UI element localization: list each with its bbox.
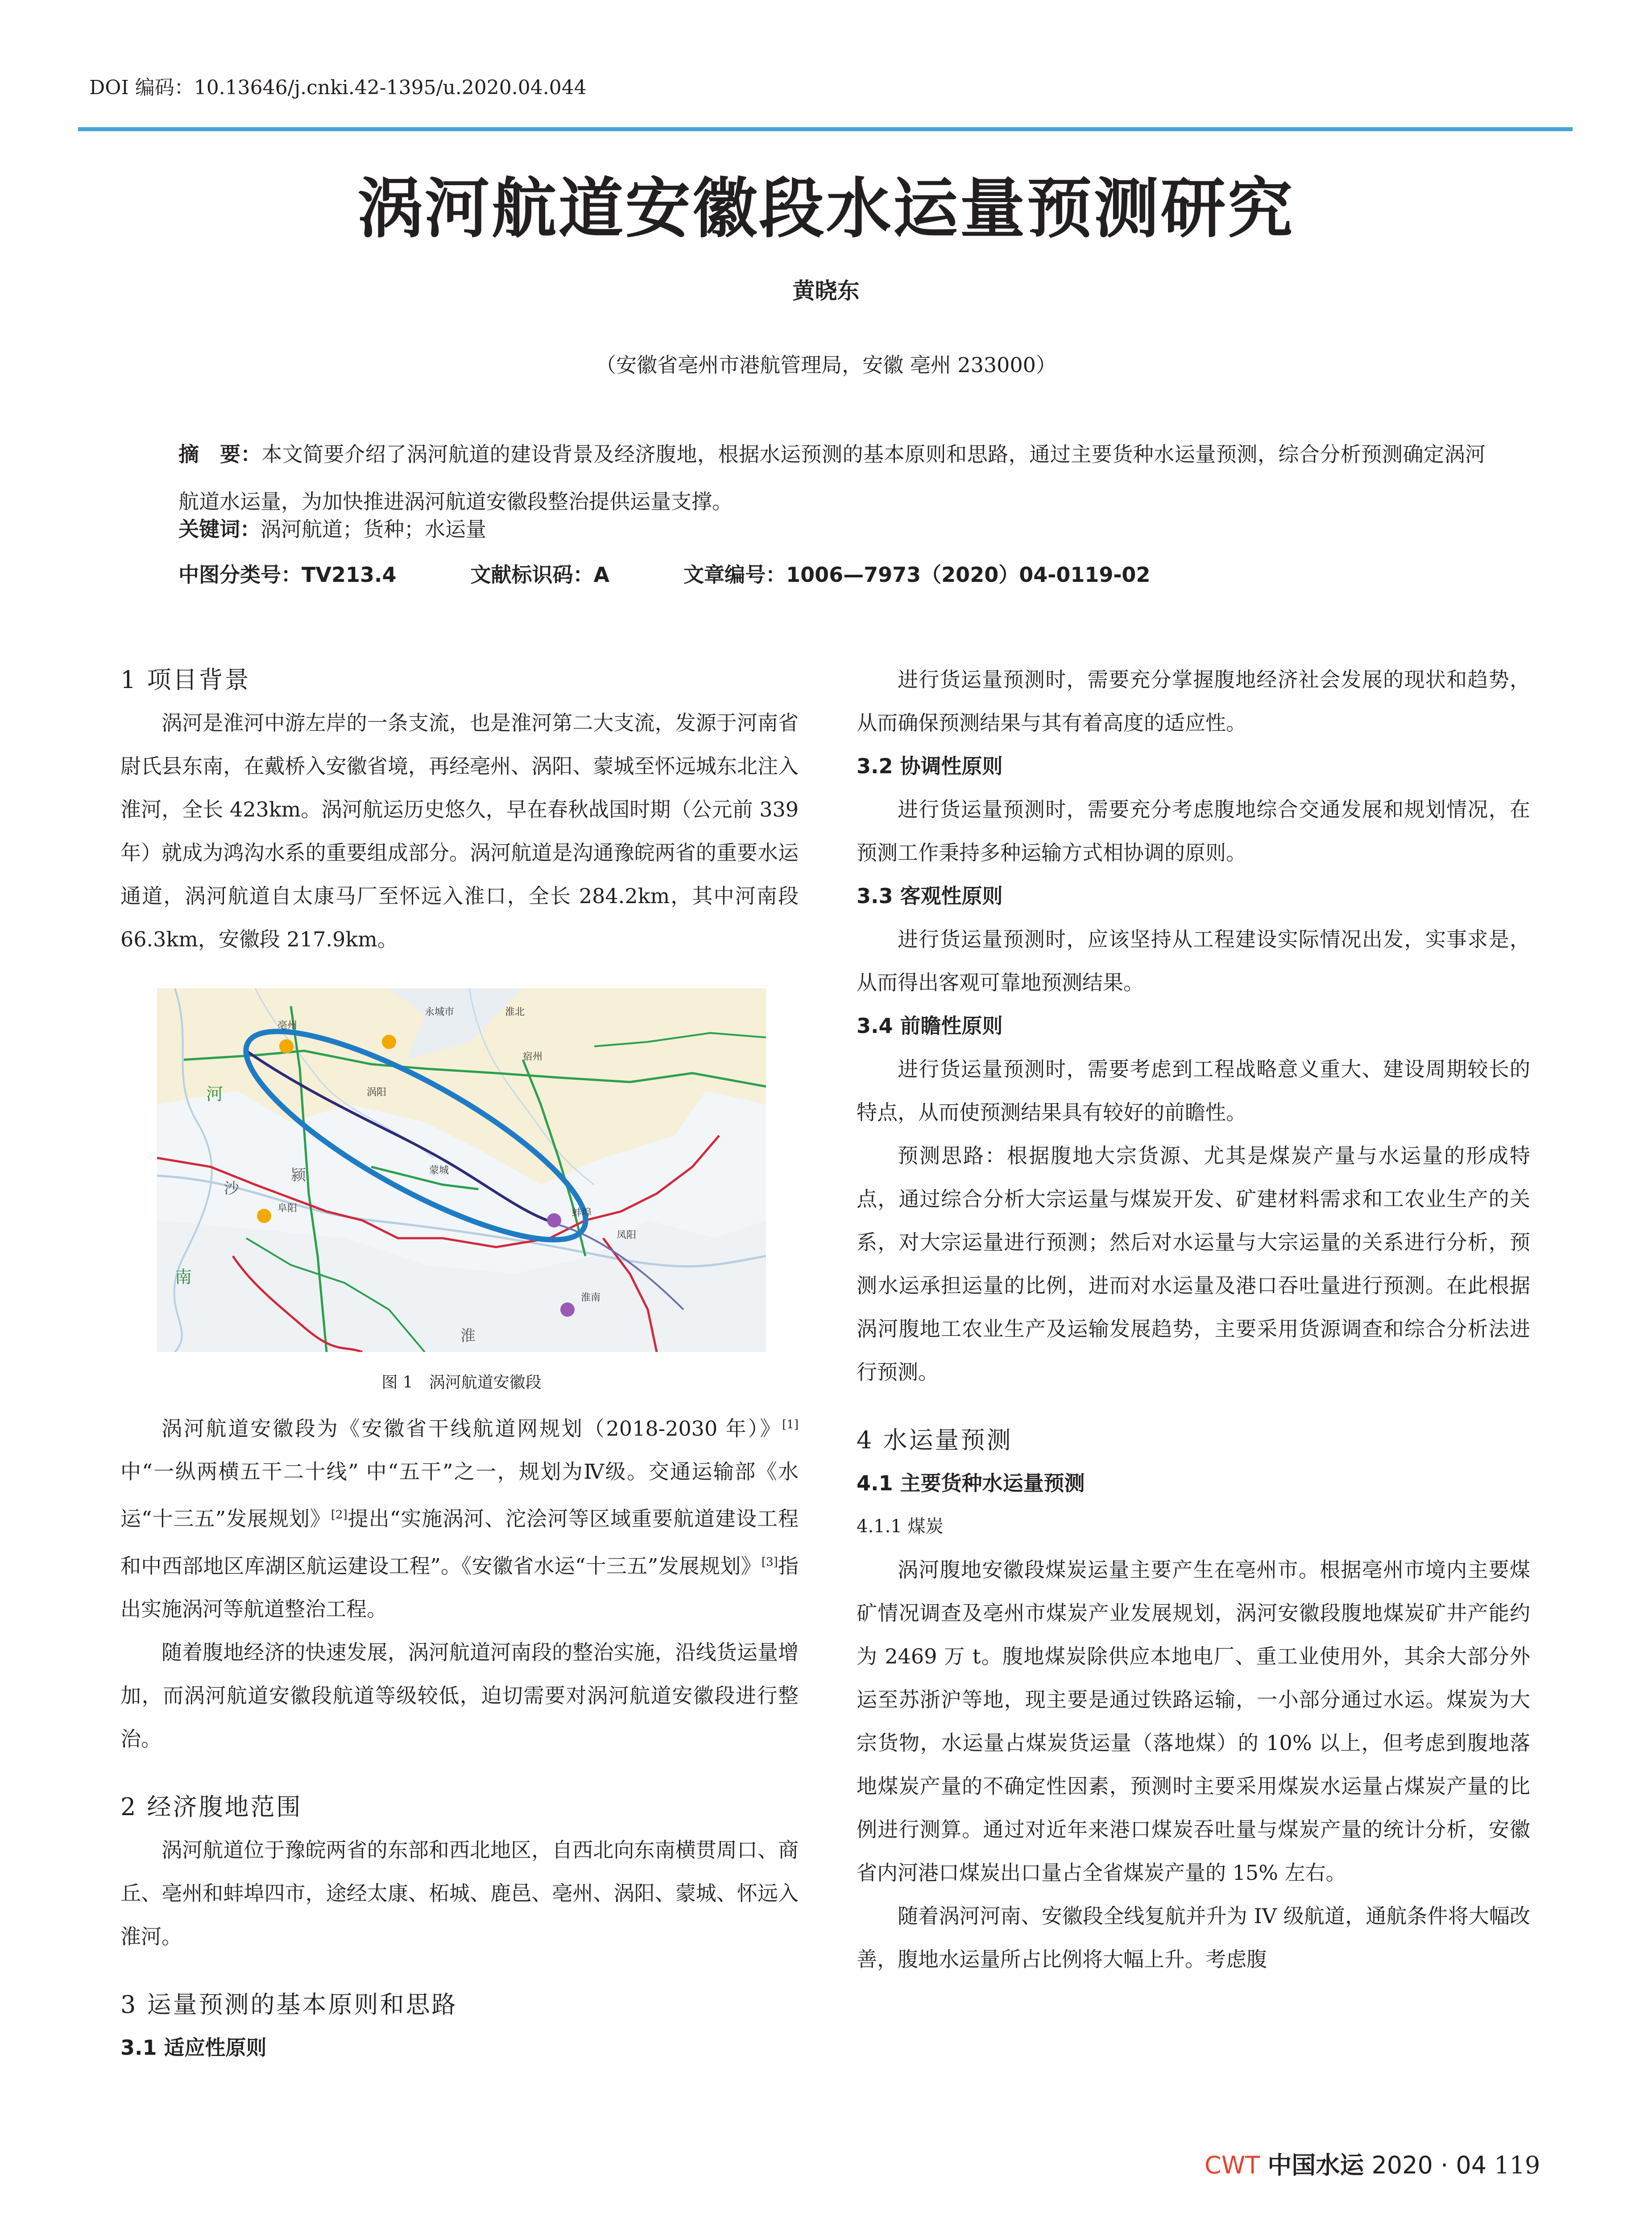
map-label: 淮 bbox=[460, 1327, 476, 1345]
map-label: 河 bbox=[206, 1084, 224, 1104]
journal-name: 中国水运 bbox=[1267, 2151, 1364, 2179]
figure-map bbox=[157, 988, 766, 1352]
map-label: 凤阳 bbox=[617, 1230, 637, 1241]
paper-title: 涡河航道安徽段水运量预测研究 bbox=[357, 170, 1295, 247]
section-heading-2: 2 经济腹地范围 bbox=[120, 1792, 302, 1821]
left-column bbox=[120, 658, 799, 961]
subsubsection-heading-4-1-1: 4.1.1 煤炭 bbox=[857, 1516, 944, 1537]
page-number: 119 bbox=[1494, 2151, 1540, 2179]
keywords-text: 涡河航道；货种；水运量 bbox=[261, 517, 486, 541]
section-heading-3: 3 运量预测的基本原则和思路 bbox=[120, 1990, 458, 2019]
issue: 2020 · 04 bbox=[1371, 2151, 1487, 2179]
paragraph: 进行货运量预测时，需要充分掌握腹地经济社会发展的现状和趋势，从而确保预测结果与其有着高度的适应性。 bbox=[857, 668, 1530, 735]
map-label: 阜阳 bbox=[277, 1203, 298, 1214]
classification-line bbox=[178, 559, 1217, 588]
left-column-lower bbox=[120, 1403, 799, 2069]
abstract bbox=[178, 431, 1486, 525]
abstract-label: 摘 要： bbox=[178, 442, 262, 466]
section-heading-4: 4 水运量预测 bbox=[857, 1426, 1013, 1454]
abstract-text: 本文简要介绍了涡河航道的建设背景及经济腹地，根据水运预测的基本原则和思路，通过主要货种水运量预测，综合分析预测确定涡河航道水运量，为加快推进涡河航道安徽段整治提供运量支撑。 bbox=[178, 442, 1486, 514]
paragraph: 预测思路：根据腹地大宗货源、尤其是煤炭产量与水运量的形成特点，通过综合分析大宗运量与煤炭开发、矿建材料需求和工农业生产的关系，对大宗运量进行预测；然后对水运量与大宗运量的关系进行分析，预测水运承担运量的比例，进而对水运量及港口吞吐量进行预测。在此根据涡河腹地工农业生产及运输发展趋势，主要采用货源调查和综合分析法进行预测。 bbox=[857, 1144, 1530, 1384]
subsection-heading-4-1: 4.1 主要货种水运量预测 bbox=[857, 1471, 1085, 1495]
paragraph: 随着涡河河南、安徽段全线复航并升为 IV 级航道，通航条件将大幅改善，腹地水运量所占比例将大幅上升。考虑腹 bbox=[857, 1904, 1530, 1971]
journal-brand: CWT bbox=[1205, 2151, 1260, 2179]
map-label: 蒙城 bbox=[429, 1165, 449, 1176]
map-label: 沙 bbox=[224, 1180, 239, 1198]
clc-number: 中图分类号：TV213.4 bbox=[178, 563, 397, 587]
page-footer bbox=[1205, 2146, 1540, 2181]
article-number: 文章编号：1006—7973（2020）04-0119-02 bbox=[683, 563, 1151, 587]
subsection-heading-3-4: 3.4 前瞻性原则 bbox=[857, 1014, 1003, 1038]
paragraph: 进行货运量预测时，应该坚持从工程建设实际情况出发，实事求是，从而得出客观可靠地预测结果。 bbox=[857, 927, 1530, 995]
map-label: 涡阳 bbox=[367, 1087, 387, 1098]
author: 黄晓东 bbox=[792, 278, 860, 304]
paragraph: 涡河航道位于豫皖两省的东部和西北地区，自西北向东南横贯周口、商丘、亳州和蚌埠四市，途经太康、柘城、鹿邑、亳州、涡阳、蒙城、怀远入淮河。 bbox=[120, 1837, 799, 1949]
header-rule bbox=[78, 127, 1573, 131]
keywords-label: 关键词： bbox=[178, 517, 261, 541]
paragraph: 涡河航道安徽段为《安徽省干线航道网规划（2018-2030 年）》[1]中“一纵两横五干二十线” 中“五干”之一，规划为Ⅳ级。交通运输部《水运“十三五”发展规划》[2]提出“实施涡河、沱浍河等区域重要航道建设工程和中西部地区库湖区航运建设工程”。《安徽省水运“十三五”发展规划》[3]指出实施涡河等航道整治工程。 bbox=[120, 1416, 799, 1621]
subsection-heading-3-1: 3.1 适应性原则 bbox=[120, 2035, 267, 2060]
paragraph: 随着腹地经济的快速发展，涡河航道河南段的整治实施，沿线货运量增加，而涡河航道安徽段航道等级较低，迫切需要对涡河航道安徽段进行整治。 bbox=[120, 1640, 799, 1751]
section-heading-1: 1 项目背景 bbox=[120, 666, 251, 694]
map-label: 亳州 bbox=[277, 1020, 298, 1031]
map-label: 蚌埠 bbox=[572, 1207, 592, 1219]
doc-code: 文献标识码：A bbox=[470, 563, 610, 587]
map-label: 宿州 bbox=[523, 1051, 543, 1062]
right-column bbox=[857, 658, 1530, 1981]
map-label: 颍 bbox=[291, 1166, 306, 1184]
paragraph: 涡河腹地安徽段煤炭运量主要产生在亳州市。根据亳州市境内主要煤矿情况调查及亳州市煤炭产业发展规划，涡河安徽段腹地煤炭矿井产能约为 2469 万 t。腹地煤炭除供应本地电厂、重工业使用外，其余大部分外运至苏浙沪等地，现主要是通过铁路运输，一小部分通过水运。煤炭为大宗货物，水运量占煤炭货运量（落地煤）的 10% 以上，但考虑到腹地落地煤炭产量的不确定性因素，预测时主要采用煤炭水运量占煤炭产量的比例进行测算。通过对近年来港口煤炭吞吐量与煤炭产量的统计分析，安徽省内河港口煤炭出口量占全省煤炭产量的 15% 左右。 bbox=[857, 1558, 1530, 1885]
paragraph: 进行货运量预测时，需要考虑到工程战略意义重大、建设周期较长的特点，从而使预测结果具有较好的前瞻性。 bbox=[857, 1057, 1530, 1124]
map-label: 永城市 bbox=[425, 1007, 455, 1018]
doi-line: DOI 编码：10.13646/j.cnki.42-1395/u.2020.04.044 bbox=[89, 76, 587, 99]
paragraph: 涡河是淮河中游左岸的一条支流，也是淮河第二大支流，发源于河南省尉氏县东南，在戴桥入安徽省境，再经亳州、涡阳、蒙城至怀远城东北注入淮河，全长 423km。涡河航运历史悠久，早在春秋战国时期（公元前 339 年）就成为鸿沟水系的重要组成部分。涡河航道是沟通豫皖两省的重要水运通道，涡河航道自太康马厂至怀远入淮口，全长 284.2km，其中河南段 66.3km，安徽段 217.9km。 bbox=[120, 711, 799, 951]
figure-caption: 图 1 涡河航道安徽段 bbox=[381, 1373, 542, 1392]
map-label: 淮南 bbox=[581, 1292, 601, 1303]
affiliation: （安徽省亳州市港航管理局，安徽 亳州 233000） bbox=[596, 353, 1056, 377]
subsection-heading-3-2: 3.2 协调性原则 bbox=[857, 754, 1003, 778]
map-label: 南 bbox=[175, 1267, 192, 1287]
subsection-heading-3-3: 3.3 客观性原则 bbox=[857, 884, 1003, 908]
paragraph: 进行货运量预测时，需要充分考虑腹地综合交通发展和规划情况，在预测工作秉持多种运输方式相协调的原则。 bbox=[857, 797, 1530, 865]
keywords bbox=[178, 513, 486, 543]
map-label: 淮北 bbox=[505, 1007, 525, 1018]
